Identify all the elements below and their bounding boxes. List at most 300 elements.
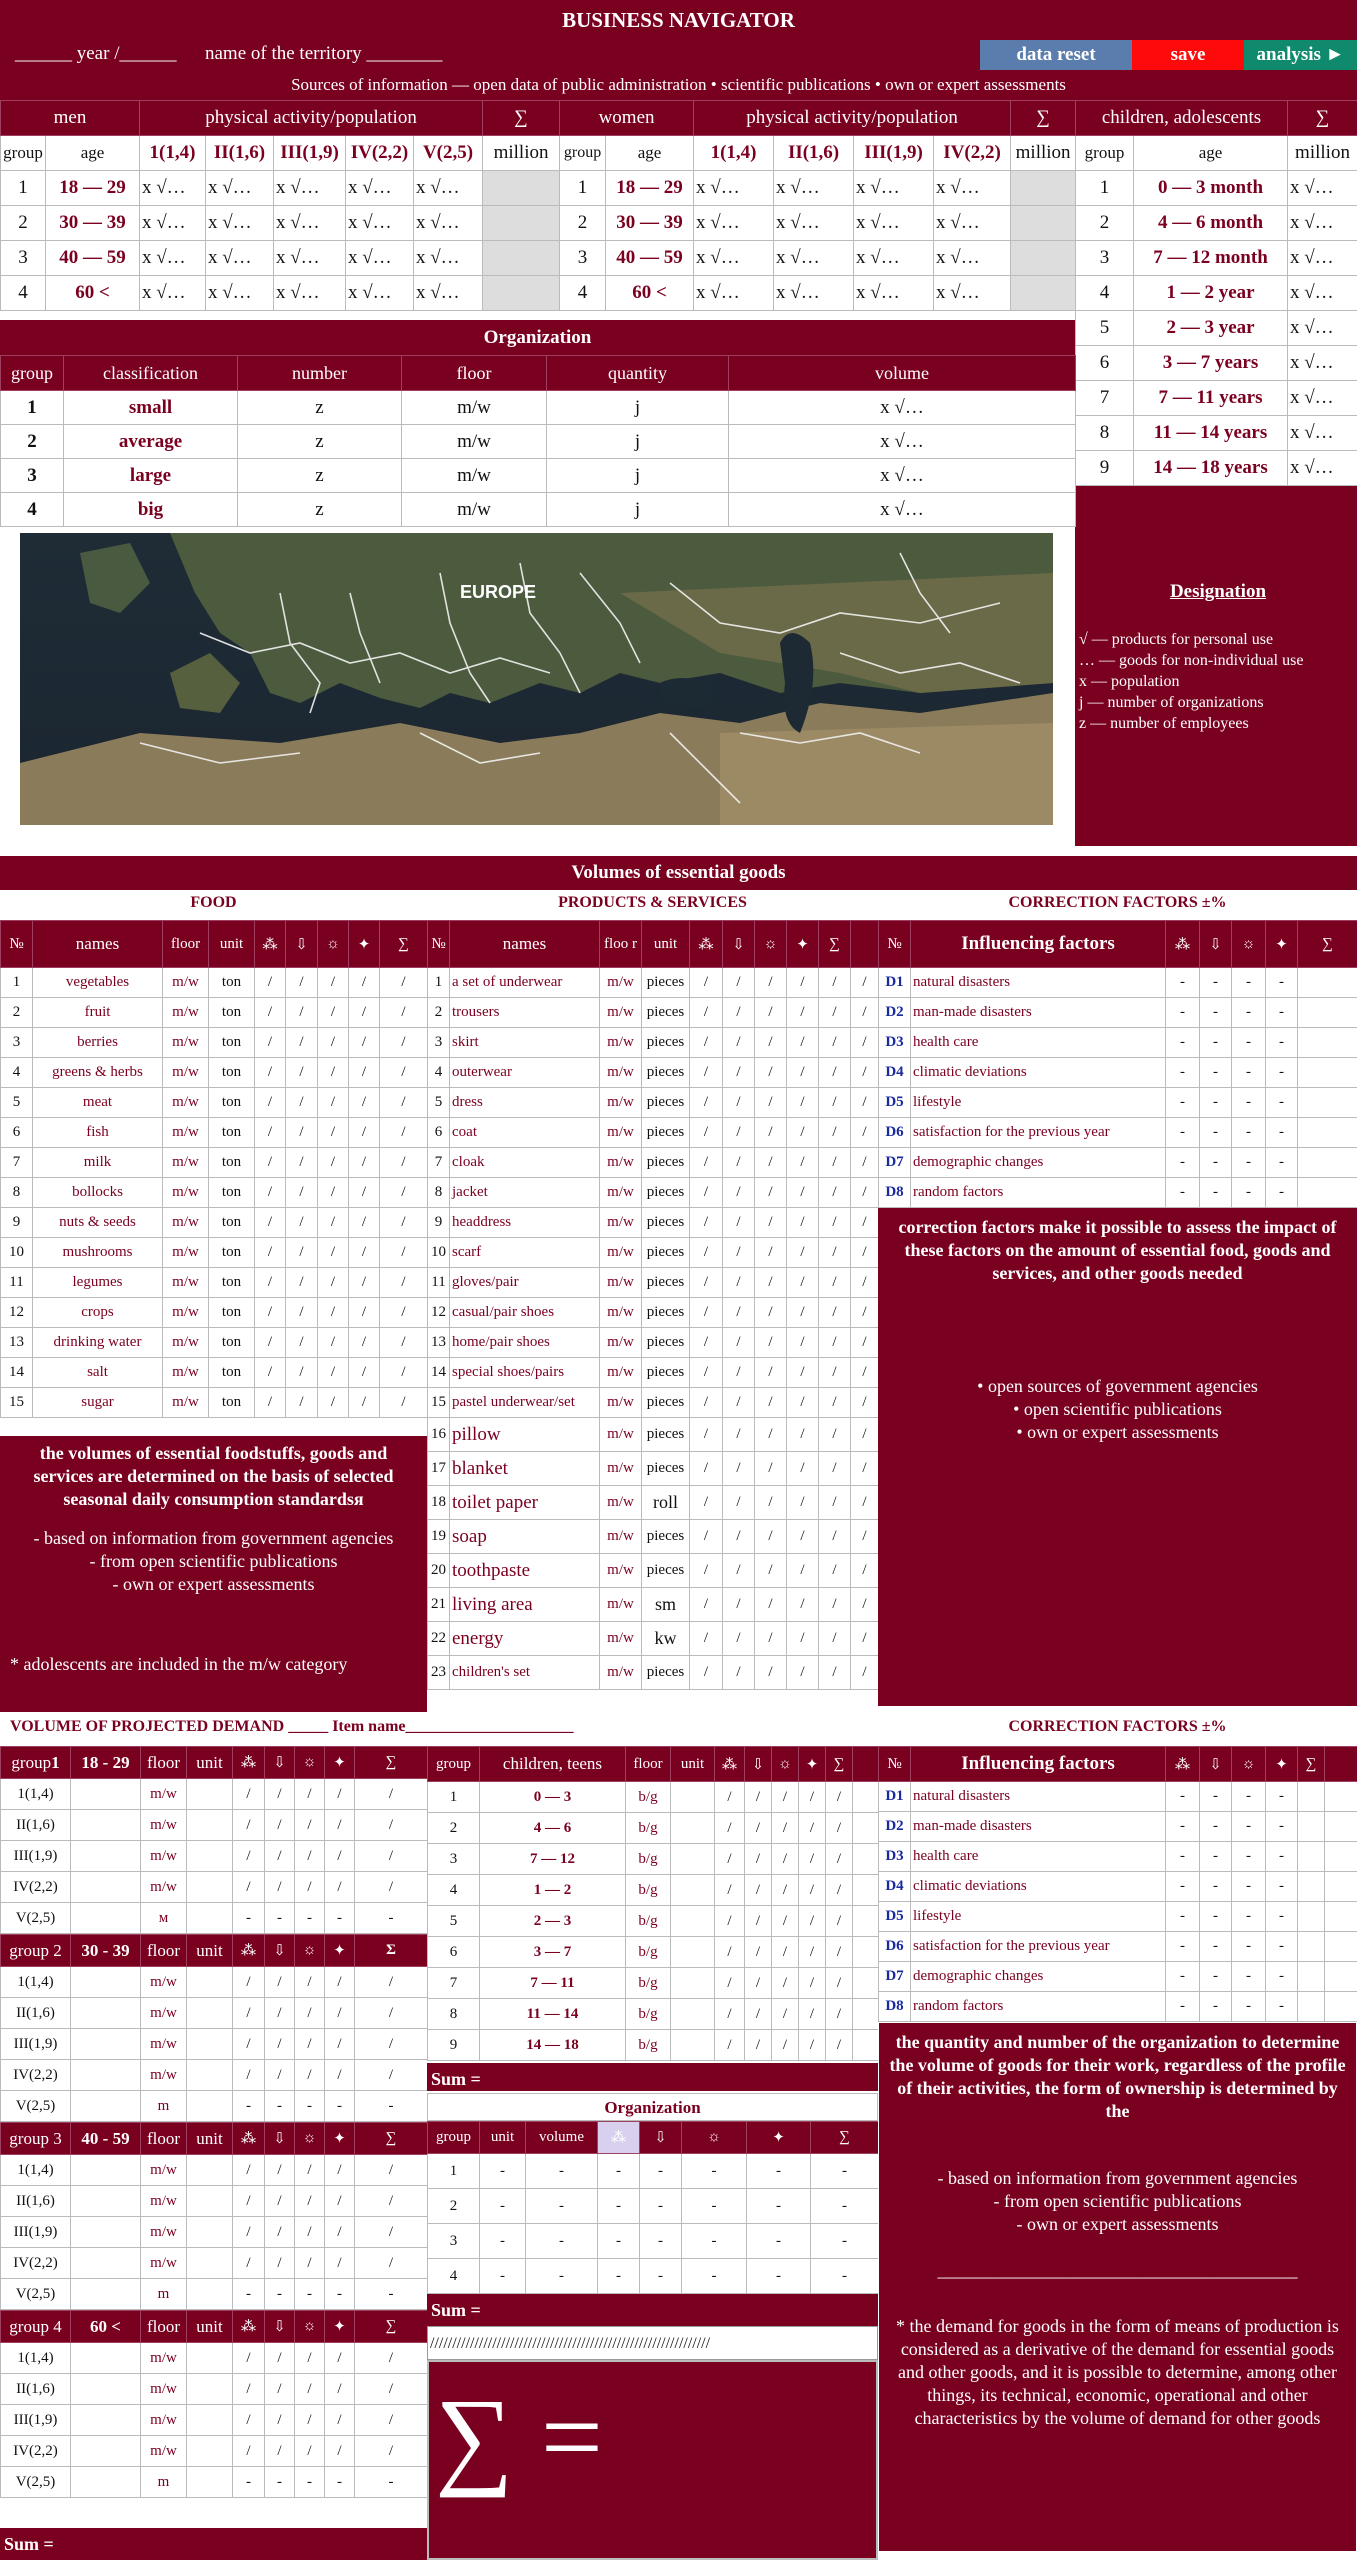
factor-cell[interactable]: - [1200,1872,1232,1902]
data-reset-button[interactable]: data reset [980,40,1132,70]
unit-cell[interactable] [671,1906,715,1937]
sun-icon[interactable]: ☼ [1232,921,1266,968]
factor-cell[interactable]: / [851,1588,879,1622]
factor-cell[interactable]: - [1200,1148,1232,1178]
factor-cell[interactable]: - [1232,1028,1266,1058]
value-cell[interactable]: - [598,2154,640,2189]
factor-cell[interactable]: / [826,1875,853,1906]
population-cell[interactable]: x √… [274,241,346,276]
population-cell[interactable]: x √… [206,276,274,311]
factor-cell[interactable]: - [325,2467,355,2498]
factor-cell[interactable]: / [255,998,286,1028]
factor-cell[interactable]: / [295,2405,325,2436]
factor-cell[interactable]: / [690,1486,723,1520]
factor-cell[interactable]: / [355,1967,428,1998]
sun-icon[interactable]: ☼ [318,921,349,968]
factor-cell[interactable]: / [851,1418,879,1452]
factor-cell[interactable]: / [355,1810,428,1841]
factor-cell[interactable]: / [318,1088,349,1118]
population-cell[interactable]: x √… [140,171,206,206]
factor-cell[interactable]: / [826,2030,853,2061]
factor-sum[interactable] [1298,1872,1325,1902]
factor-cell[interactable]: - [265,2467,295,2498]
factor-cell[interactable]: / [723,1588,755,1622]
population-cell[interactable]: x √… [774,206,854,241]
factor-cell[interactable]: - [295,2279,325,2310]
factor-cell[interactable]: / [819,1118,851,1148]
factor-cell[interactable]: / [755,1028,787,1058]
factor-cell[interactable]: - [1200,1962,1232,1992]
volume-cell[interactable]: x √… [729,493,1076,527]
factor-cell[interactable]: - [1232,1178,1266,1208]
population-cell[interactable]: x √… [274,171,346,206]
factor-cell[interactable]: / [723,1388,755,1418]
factor-cell[interactable]: - [1166,1872,1200,1902]
unit-cell[interactable] [187,2248,233,2279]
factor-cell[interactable]: / [755,1298,787,1328]
unit-cell[interactable] [671,1782,715,1813]
factor-cell[interactable]: / [755,998,787,1028]
factor-cell[interactable]: / [690,1148,723,1178]
factor-cell[interactable]: / [286,1268,318,1298]
factor-cell[interactable]: / [349,1328,380,1358]
factor-cell[interactable]: / [787,1298,819,1328]
factor-cell[interactable]: / [265,2343,295,2374]
factor-sum[interactable] [1298,1782,1325,1812]
factor-cell[interactable]: / [690,1238,723,1268]
unit-cell[interactable] [187,2436,233,2467]
factor-cell[interactable]: / [349,1118,380,1148]
factor-cell[interactable]: / [851,1238,879,1268]
factor-cell[interactable]: / [745,1906,772,1937]
factor-cell[interactable]: / [349,1058,380,1088]
factor-cell[interactable]: / [355,2186,428,2217]
factor-cell[interactable]: / [715,1968,745,1999]
factor-cell[interactable]: - [355,2091,428,2122]
factor-cell[interactable]: / [286,1088,318,1118]
factor-cell[interactable]: / [286,1148,318,1178]
factor-cell[interactable]: / [755,1622,787,1656]
factor-cell[interactable]: / [380,1058,428,1088]
factor-cell[interactable]: / [318,1328,349,1358]
population-cell[interactable]: x √… [1288,276,1357,311]
factor-cell[interactable]: / [349,968,380,998]
factor-cell[interactable]: / [233,2436,265,2467]
factor-cell[interactable]: - [1200,1088,1232,1118]
value-cell[interactable]: - [682,2259,747,2294]
factor-cell[interactable]: - [1266,1932,1298,1962]
factor-cell[interactable]: / [255,968,286,998]
number-cell[interactable]: z [238,459,402,493]
factor-cell[interactable]: / [255,1148,286,1178]
factor-cell[interactable]: / [380,1088,428,1118]
factor-cell[interactable]: / [851,1520,879,1554]
star-icon[interactable]: ✦ [325,2311,355,2343]
unit-cell[interactable] [671,1937,715,1968]
population-cell[interactable]: x √… [934,276,1011,311]
factor-cell[interactable]: / [318,1118,349,1148]
factor-cell[interactable]: / [755,1656,787,1690]
factor-cell[interactable]: / [295,1779,325,1810]
factor-cell[interactable]: / [255,1328,286,1358]
factor-cell[interactable]: / [851,1656,879,1690]
factor-cell[interactable]: - [1166,1148,1200,1178]
value-cell[interactable]: - [526,2259,598,2294]
factor-cell[interactable]: / [819,1328,851,1358]
factor-cell[interactable]: / [772,1844,799,1875]
unit-cell[interactable] [187,2060,233,2091]
factor-cell[interactable]: / [380,1118,428,1148]
value-cell[interactable]: - [480,2224,526,2259]
factor-cell[interactable]: - [1166,1782,1200,1812]
unit-cell[interactable] [187,2374,233,2405]
value-cell[interactable]: - [640,2189,682,2224]
factor-cell[interactable]: / [772,1999,799,2030]
number-cell[interactable]: z [238,391,402,425]
population-cell[interactable]: x √… [274,276,346,311]
factor-cell[interactable]: / [819,1486,851,1520]
analysis-button[interactable]: analysis ► [1244,40,1357,70]
factor-cell[interactable]: / [787,998,819,1028]
factor-cell[interactable]: / [851,1328,879,1358]
factor-cell[interactable]: - [1166,1178,1200,1208]
factor-cell[interactable]: / [787,1178,819,1208]
factor-cell[interactable]: / [349,998,380,1028]
factor-cell[interactable]: / [723,1268,755,1298]
factor-cell[interactable]: / [690,1520,723,1554]
factor-cell[interactable]: - [1266,968,1298,998]
million-cell[interactable] [1011,171,1076,206]
population-cell[interactable]: x √… [1288,241,1357,276]
people-icon[interactable]: ⁂ [690,921,723,968]
factor-cell[interactable]: / [787,1088,819,1118]
factor-cell[interactable]: / [265,2186,295,2217]
factor-cell[interactable]: / [851,1486,879,1520]
factor-cell[interactable]: / [745,1782,772,1813]
factor-cell[interactable]: / [787,1622,819,1656]
million-cell[interactable] [1011,241,1076,276]
factor-cell[interactable]: / [690,1088,723,1118]
factor-cell[interactable]: / [233,2029,265,2060]
value-cell[interactable]: - [747,2259,811,2294]
factor-cell[interactable]: / [787,1208,819,1238]
factor-cell[interactable]: / [772,2030,799,2061]
factor-cell[interactable]: / [723,1358,755,1388]
factor-sum[interactable] [1298,1962,1325,1992]
factor-sum[interactable] [1298,1088,1357,1118]
factor-sum[interactable] [1298,1902,1325,1932]
factor-cell[interactable]: / [745,1937,772,1968]
factor-cell[interactable]: - [295,2467,325,2498]
factor-cell[interactable]: - [1166,1932,1200,1962]
factor-cell[interactable]: - [1166,1812,1200,1842]
factor-cell[interactable]: / [755,1388,787,1418]
factor-cell[interactable]: / [851,1178,879,1208]
factor-cell[interactable]: / [723,1298,755,1328]
factor-cell[interactable]: / [690,1058,723,1088]
population-cell[interactable]: x √… [694,241,774,276]
value-cell[interactable]: - [682,2154,747,2189]
population-cell[interactable]: x √… [694,171,774,206]
population-cell[interactable]: x √… [1288,451,1357,486]
value-cell[interactable]: - [526,2154,598,2189]
factor-cell[interactable]: / [723,1622,755,1656]
factor-cell[interactable]: / [295,2186,325,2217]
factor-cell[interactable]: - [1232,1088,1266,1118]
factor-cell[interactable]: / [819,1418,851,1452]
factor-cell[interactable]: / [851,1118,879,1148]
population-cell[interactable]: x √… [206,241,274,276]
factor-cell[interactable]: / [723,1028,755,1058]
factor-cell[interactable]: / [819,1148,851,1178]
population-cell[interactable]: x √… [346,171,414,206]
factor-cell[interactable]: / [851,1622,879,1656]
value-cell[interactable]: - [480,2189,526,2224]
factor-cell[interactable]: / [819,1178,851,1208]
value-cell[interactable]: - [598,2224,640,2259]
factor-cell[interactable]: / [819,1388,851,1418]
factor-cell[interactable]: / [233,2155,265,2186]
population-cell[interactable]: x √… [934,206,1011,241]
factor-cell[interactable]: / [318,968,349,998]
factor-cell[interactable]: / [723,1118,755,1148]
sun-icon[interactable]: ☼ [772,1747,799,1782]
unit-cell[interactable] [187,2467,233,2498]
factor-cell[interactable]: / [690,1622,723,1656]
factor-cell[interactable]: - [265,2279,295,2310]
factor-cell[interactable]: - [1232,1992,1266,2022]
factor-cell[interactable]: / [787,1388,819,1418]
factor-cell[interactable]: / [233,1967,265,1998]
factor-cell[interactable]: / [787,1328,819,1358]
factor-cell[interactable]: - [355,2279,428,2310]
factor-cell[interactable]: / [355,2405,428,2436]
sun-icon[interactable]: ☼ [682,2122,747,2154]
factor-cell[interactable]: / [787,1486,819,1520]
factor-cell[interactable]: - [1232,1872,1266,1902]
factor-cell[interactable]: / [755,1058,787,1088]
factor-cell[interactable]: / [380,1328,428,1358]
star-icon[interactable]: ✦ [1266,1747,1298,1782]
factor-cell[interactable]: - [1200,1902,1232,1932]
factor-cell[interactable]: / [715,1906,745,1937]
factor-cell[interactable]: - [1266,1148,1298,1178]
factor-cell[interactable]: / [265,1810,295,1841]
value-cell[interactable]: - [526,2224,598,2259]
value-cell[interactable]: - [811,2154,879,2189]
population-cell[interactable]: x √… [414,276,483,311]
million-cell[interactable] [483,171,560,206]
factor-cell[interactable]: - [325,1903,355,1934]
factor-cell[interactable]: / [799,1999,826,2030]
value-cell[interactable]: - [747,2154,811,2189]
factor-cell[interactable]: - [1232,1932,1266,1962]
sun-icon[interactable]: ☼ [295,1935,325,1967]
factor-cell[interactable]: - [1266,1028,1298,1058]
factor-cell[interactable]: - [1166,1842,1200,1872]
factor-cell[interactable]: / [690,1452,723,1486]
factor-cell[interactable]: / [295,2436,325,2467]
factor-cell[interactable]: / [233,1841,265,1872]
population-cell[interactable]: x √… [140,241,206,276]
people-icon[interactable]: ⁂ [233,1935,265,1967]
population-cell[interactable]: x √… [854,206,934,241]
value-cell[interactable]: - [640,2259,682,2294]
factor-cell[interactable]: / [349,1148,380,1178]
value-cell[interactable]: - [640,2224,682,2259]
factor-cell[interactable]: / [690,1118,723,1148]
factor-cell[interactable]: / [819,1088,851,1118]
factor-cell[interactable]: / [799,1813,826,1844]
factor-cell[interactable]: / [787,1118,819,1148]
factor-cell[interactable]: - [295,1903,325,1934]
factor-cell[interactable]: / [325,2374,355,2405]
population-cell[interactable]: x √… [854,171,934,206]
unit-cell[interactable] [187,2279,233,2310]
factor-cell[interactable]: / [723,968,755,998]
factor-cell[interactable]: / [787,1028,819,1058]
factor-cell[interactable]: - [1232,1782,1266,1812]
factor-cell[interactable]: / [380,1028,428,1058]
factor-cell[interactable]: - [1232,998,1266,1028]
population-cell[interactable]: x √… [1288,171,1357,206]
unit-cell[interactable] [187,2155,233,2186]
factor-cell[interactable]: / [690,1298,723,1328]
population-cell[interactable]: x √… [694,276,774,311]
factor-cell[interactable]: - [1200,1812,1232,1842]
factor-cell[interactable]: - [1166,1992,1200,2022]
factor-cell[interactable]: / [851,1268,879,1298]
factor-cell[interactable]: / [787,1418,819,1452]
volume-cell[interactable]: x √… [729,391,1076,425]
factor-cell[interactable]: - [1200,1782,1232,1812]
population-cell[interactable]: x √… [774,241,854,276]
factor-cell[interactable]: / [787,1148,819,1178]
sun-icon[interactable]: ☼ [295,2311,325,2343]
factor-cell[interactable]: / [233,2405,265,2436]
factor-cell[interactable]: / [295,2060,325,2091]
factor-cell[interactable]: / [755,1088,787,1118]
factor-cell[interactable]: / [787,1554,819,1588]
population-cell[interactable]: x √… [414,206,483,241]
factor-cell[interactable]: / [755,1328,787,1358]
factor-cell[interactable]: / [745,2030,772,2061]
factor-cell[interactable]: / [286,1118,318,1148]
factor-cell[interactable]: - [1266,1058,1298,1088]
factor-cell[interactable]: - [1166,1088,1200,1118]
quantity-cell[interactable]: j [547,459,729,493]
factor-cell[interactable]: / [295,1998,325,2029]
factor-cell[interactable]: / [318,1028,349,1058]
value-cell[interactable]: - [747,2224,811,2259]
factor-cell[interactable]: / [325,2248,355,2279]
factor-cell[interactable]: - [1266,1088,1298,1118]
people-icon[interactable]: ⁂ [233,1747,265,1779]
factor-cell[interactable]: / [355,1872,428,1903]
value-cell[interactable]: - [811,2224,879,2259]
factor-cell[interactable]: / [745,1875,772,1906]
value-cell[interactable]: - [480,2154,526,2189]
factor-cell[interactable]: / [819,1622,851,1656]
star-icon[interactable]: ✦ [325,2123,355,2155]
factor-cell[interactable]: - [1266,1782,1298,1812]
unit-cell[interactable] [671,1875,715,1906]
factor-cell[interactable]: / [380,1268,428,1298]
factor-cell[interactable]: / [715,1937,745,1968]
factor-cell[interactable]: / [325,2343,355,2374]
unit-cell[interactable] [187,2091,233,2122]
factor-cell[interactable]: / [755,968,787,998]
factor-cell[interactable]: / [233,2343,265,2374]
sun-icon[interactable]: ☼ [295,1747,325,1779]
factor-cell[interactable]: / [295,2248,325,2279]
factor-cell[interactable]: - [1200,1842,1232,1872]
factor-cell[interactable]: / [690,1328,723,1358]
factor-cell[interactable]: / [851,1298,879,1328]
factor-cell[interactable]: / [787,1656,819,1690]
factor-cell[interactable]: / [286,1238,318,1268]
factor-cell[interactable]: / [772,1782,799,1813]
factor-cell[interactable]: / [787,1358,819,1388]
factor-cell[interactable]: / [755,1418,787,1452]
factor-cell[interactable]: / [787,1452,819,1486]
factor-sum[interactable] [1298,1992,1325,2022]
factor-cell[interactable]: / [233,1998,265,2029]
factor-cell[interactable]: / [255,1058,286,1088]
factor-cell[interactable]: / [819,1452,851,1486]
factor-cell[interactable]: / [325,2060,355,2091]
factor-cell[interactable]: - [233,2279,265,2310]
factor-cell[interactable]: / [723,1058,755,1088]
factor-cell[interactable]: / [349,1298,380,1328]
factor-cell[interactable]: / [255,1088,286,1118]
factor-cell[interactable]: / [325,2155,355,2186]
factor-cell[interactable]: / [265,1967,295,1998]
factor-cell[interactable]: - [1200,1058,1232,1088]
factor-cell[interactable]: - [1266,1902,1298,1932]
factor-cell[interactable]: - [1200,1178,1232,1208]
factor-sum[interactable] [1298,968,1357,998]
factor-cell[interactable]: / [265,2217,295,2248]
population-cell[interactable]: x √… [854,276,934,311]
population-cell[interactable]: x √… [1288,311,1357,346]
factor-cell[interactable]: - [1232,1962,1266,1992]
factor-cell[interactable]: / [318,1298,349,1328]
value-cell[interactable]: - [811,2189,879,2224]
factor-cell[interactable]: / [826,1782,853,1813]
factor-cell[interactable]: / [772,1937,799,1968]
population-cell[interactable]: x √… [346,276,414,311]
factor-cell[interactable]: - [1166,1962,1200,1992]
factor-cell[interactable]: / [265,1872,295,1903]
factor-cell[interactable]: / [851,1554,879,1588]
factor-cell[interactable]: / [265,2405,295,2436]
population-cell[interactable]: x √… [1288,416,1357,451]
factor-cell[interactable]: - [265,2091,295,2122]
factor-cell[interactable]: / [325,1779,355,1810]
factor-cell[interactable]: / [380,1298,428,1328]
factor-cell[interactable]: / [295,2029,325,2060]
factor-cell[interactable]: / [690,1208,723,1238]
factor-cell[interactable]: / [349,1178,380,1208]
factor-cell[interactable]: / [723,1238,755,1268]
factor-cell[interactable]: / [690,1178,723,1208]
star-icon[interactable]: ✦ [799,1747,826,1782]
factor-sum[interactable] [1298,1178,1357,1208]
factor-cell[interactable]: / [295,2155,325,2186]
factor-cell[interactable]: / [286,1028,318,1058]
population-cell[interactable]: x √… [206,206,274,241]
